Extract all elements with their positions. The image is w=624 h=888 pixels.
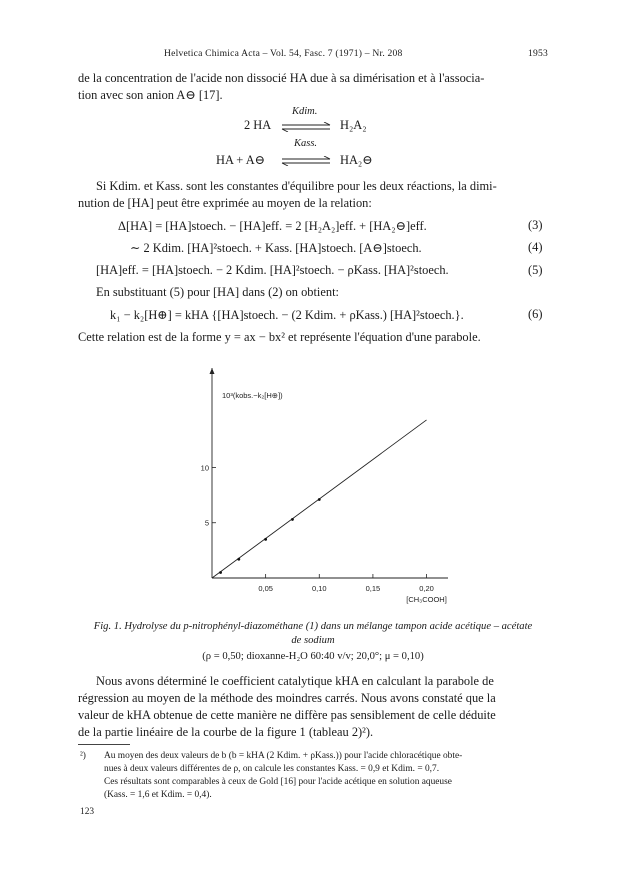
- equation-6-number: (6): [528, 307, 543, 321]
- reaction-1-reactant: 2 HA: [244, 118, 272, 132]
- parabola-sentence: Cette relation est de la forme y = ax − bx² et représente l'équation d'une parabole.: [78, 330, 481, 344]
- footnote-line-1: Au moyen des deux valeurs de b (b = kHA (2 Kdim. + ρKass.)) pour l'acide chloracétique obte-: [104, 751, 463, 761]
- x-tick-label: 0,20: [419, 584, 434, 593]
- y-axis-arrow-icon: [210, 368, 215, 374]
- equation-5: [HA]eff. = [HA]stoech. − 2 Kdim. [HA]²stoech. − ρKass. [HA]²stoech.: [96, 263, 449, 277]
- chart-x-axis-label: [CH₃COOH]: [406, 595, 447, 604]
- reaction-1-constant: Kdim.: [292, 106, 318, 117]
- equation-4-number: (4): [528, 240, 543, 254]
- footnote-line-2: nues à deux valeurs différentes de ρ, on calcule les constantes Kass. = 0,9 et Kdim. = 0,7.: [104, 764, 440, 774]
- figure-caption-conditions: (ρ = 0,50; dioxanne-H₂O 60:40 v/v; 20,0°; μ = 0,10): [202, 651, 424, 662]
- footnote-line-3: Ces résultats sont comparables à ceux de Gold [16] pour l'acide acétique en solution aqueuse: [104, 777, 452, 787]
- equilibrium-arrow-icon: [280, 122, 332, 132]
- body-line-3: valeur de kHA obtenue de cette manière ne diffère pas sensiblement de celle déduite: [78, 708, 496, 722]
- data-point: [291, 518, 294, 521]
- para-si-line-2: nution de [HA] peut être exprimée au moyen de la relation:: [78, 196, 372, 210]
- equation-3-number: (3): [528, 218, 543, 232]
- equation-4: ∼ 2 Kdim. [HA]²stoech. + Kass. [HA]stoech. [A⊖]stoech.: [130, 241, 422, 255]
- chart-y-axis-label: 10³(kobs.−k₂[H⊕]): [222, 391, 283, 400]
- intro-line-1: de la concentration de l'acide non dissocié HA due à sa dimérisation et à l'associa-: [78, 71, 485, 85]
- chart-canvas: [160, 360, 460, 620]
- x-tick-label: 0,10: [311, 584, 327, 593]
- x-tick-label: 0,15: [365, 584, 381, 593]
- body-line-2: régression au moyen de la méthode des moindres carrés. Nous avons constaté que la: [78, 691, 496, 705]
- page-number: 1953: [528, 48, 548, 59]
- y-tick-label: 10: [200, 463, 209, 473]
- footnote-marker: ²): [80, 751, 86, 761]
- equation-3: Δ[HA] = [HA]stoech. − [HA]eff. = 2 [H₂A₂]eff. + [HA₂⊖]eff.: [118, 219, 427, 233]
- chart-marks: [212, 420, 427, 578]
- reaction-2-product: HA₂⊖: [340, 153, 373, 167]
- figure-caption-line-2: [78, 634, 548, 648]
- figure-caption-text: Fig. 1. Hydrolyse du p-nitrophényl-diazométhane (1) dans un mélange tampon acide acétique – acétate: [93, 621, 533, 632]
- figure-caption-line-1: [78, 620, 548, 634]
- body-line-1: Nous avons déterminé le coefficient catalytique kHA en calculant la parabole de: [96, 674, 494, 688]
- para-si-line-1: Si Kdim. et Kass. sont les constantes d'équilibre pour les deux réactions, la dimi-: [96, 179, 497, 193]
- reaction-2-constant: Kass.: [294, 138, 318, 149]
- reaction-1-product: H₂A₂: [340, 118, 367, 132]
- data-point: [219, 571, 222, 574]
- figure-caption-text-2: de sodium: [291, 635, 335, 646]
- y-tick-label: 5: [204, 518, 209, 528]
- data-point: [318, 498, 321, 501]
- journal-citation: Helvetica Chimica Acta – Vol. 54, Fasc. 7 (1971) – Nr. 208: [164, 48, 403, 59]
- data-point: [264, 538, 267, 541]
- equation-6: k₁ − k₂[H⊕] = kHA {[HA]stoech. − (2 Kdim. + ρKass.) [HA]²stoech.}.: [110, 308, 464, 322]
- intro-line-2: tion avec son anion A⊖ [17].: [78, 88, 223, 102]
- data-point: [237, 558, 240, 561]
- footnote-separator: [78, 744, 130, 745]
- footnote-line-4: (Kass. = 1,6 et Kdim. = 0,4).: [104, 790, 212, 800]
- substitution-sentence: En substituant (5) pour [HA] dans (2) on obtient:: [96, 285, 339, 299]
- chart-ticks: [201, 463, 434, 593]
- equation-5-number: (5): [528, 263, 543, 277]
- sheet-number: 123: [80, 807, 95, 817]
- figure-1-chart: [160, 360, 460, 625]
- equilibrium-arrow-icon: [280, 156, 332, 166]
- x-tick-label: 0,05: [258, 584, 273, 593]
- body-line-4: de la partie linéaire de la courbe de la figure 1 (tableau 2)²).: [78, 725, 374, 739]
- reaction-2-reactants: HA + A⊖: [216, 153, 266, 167]
